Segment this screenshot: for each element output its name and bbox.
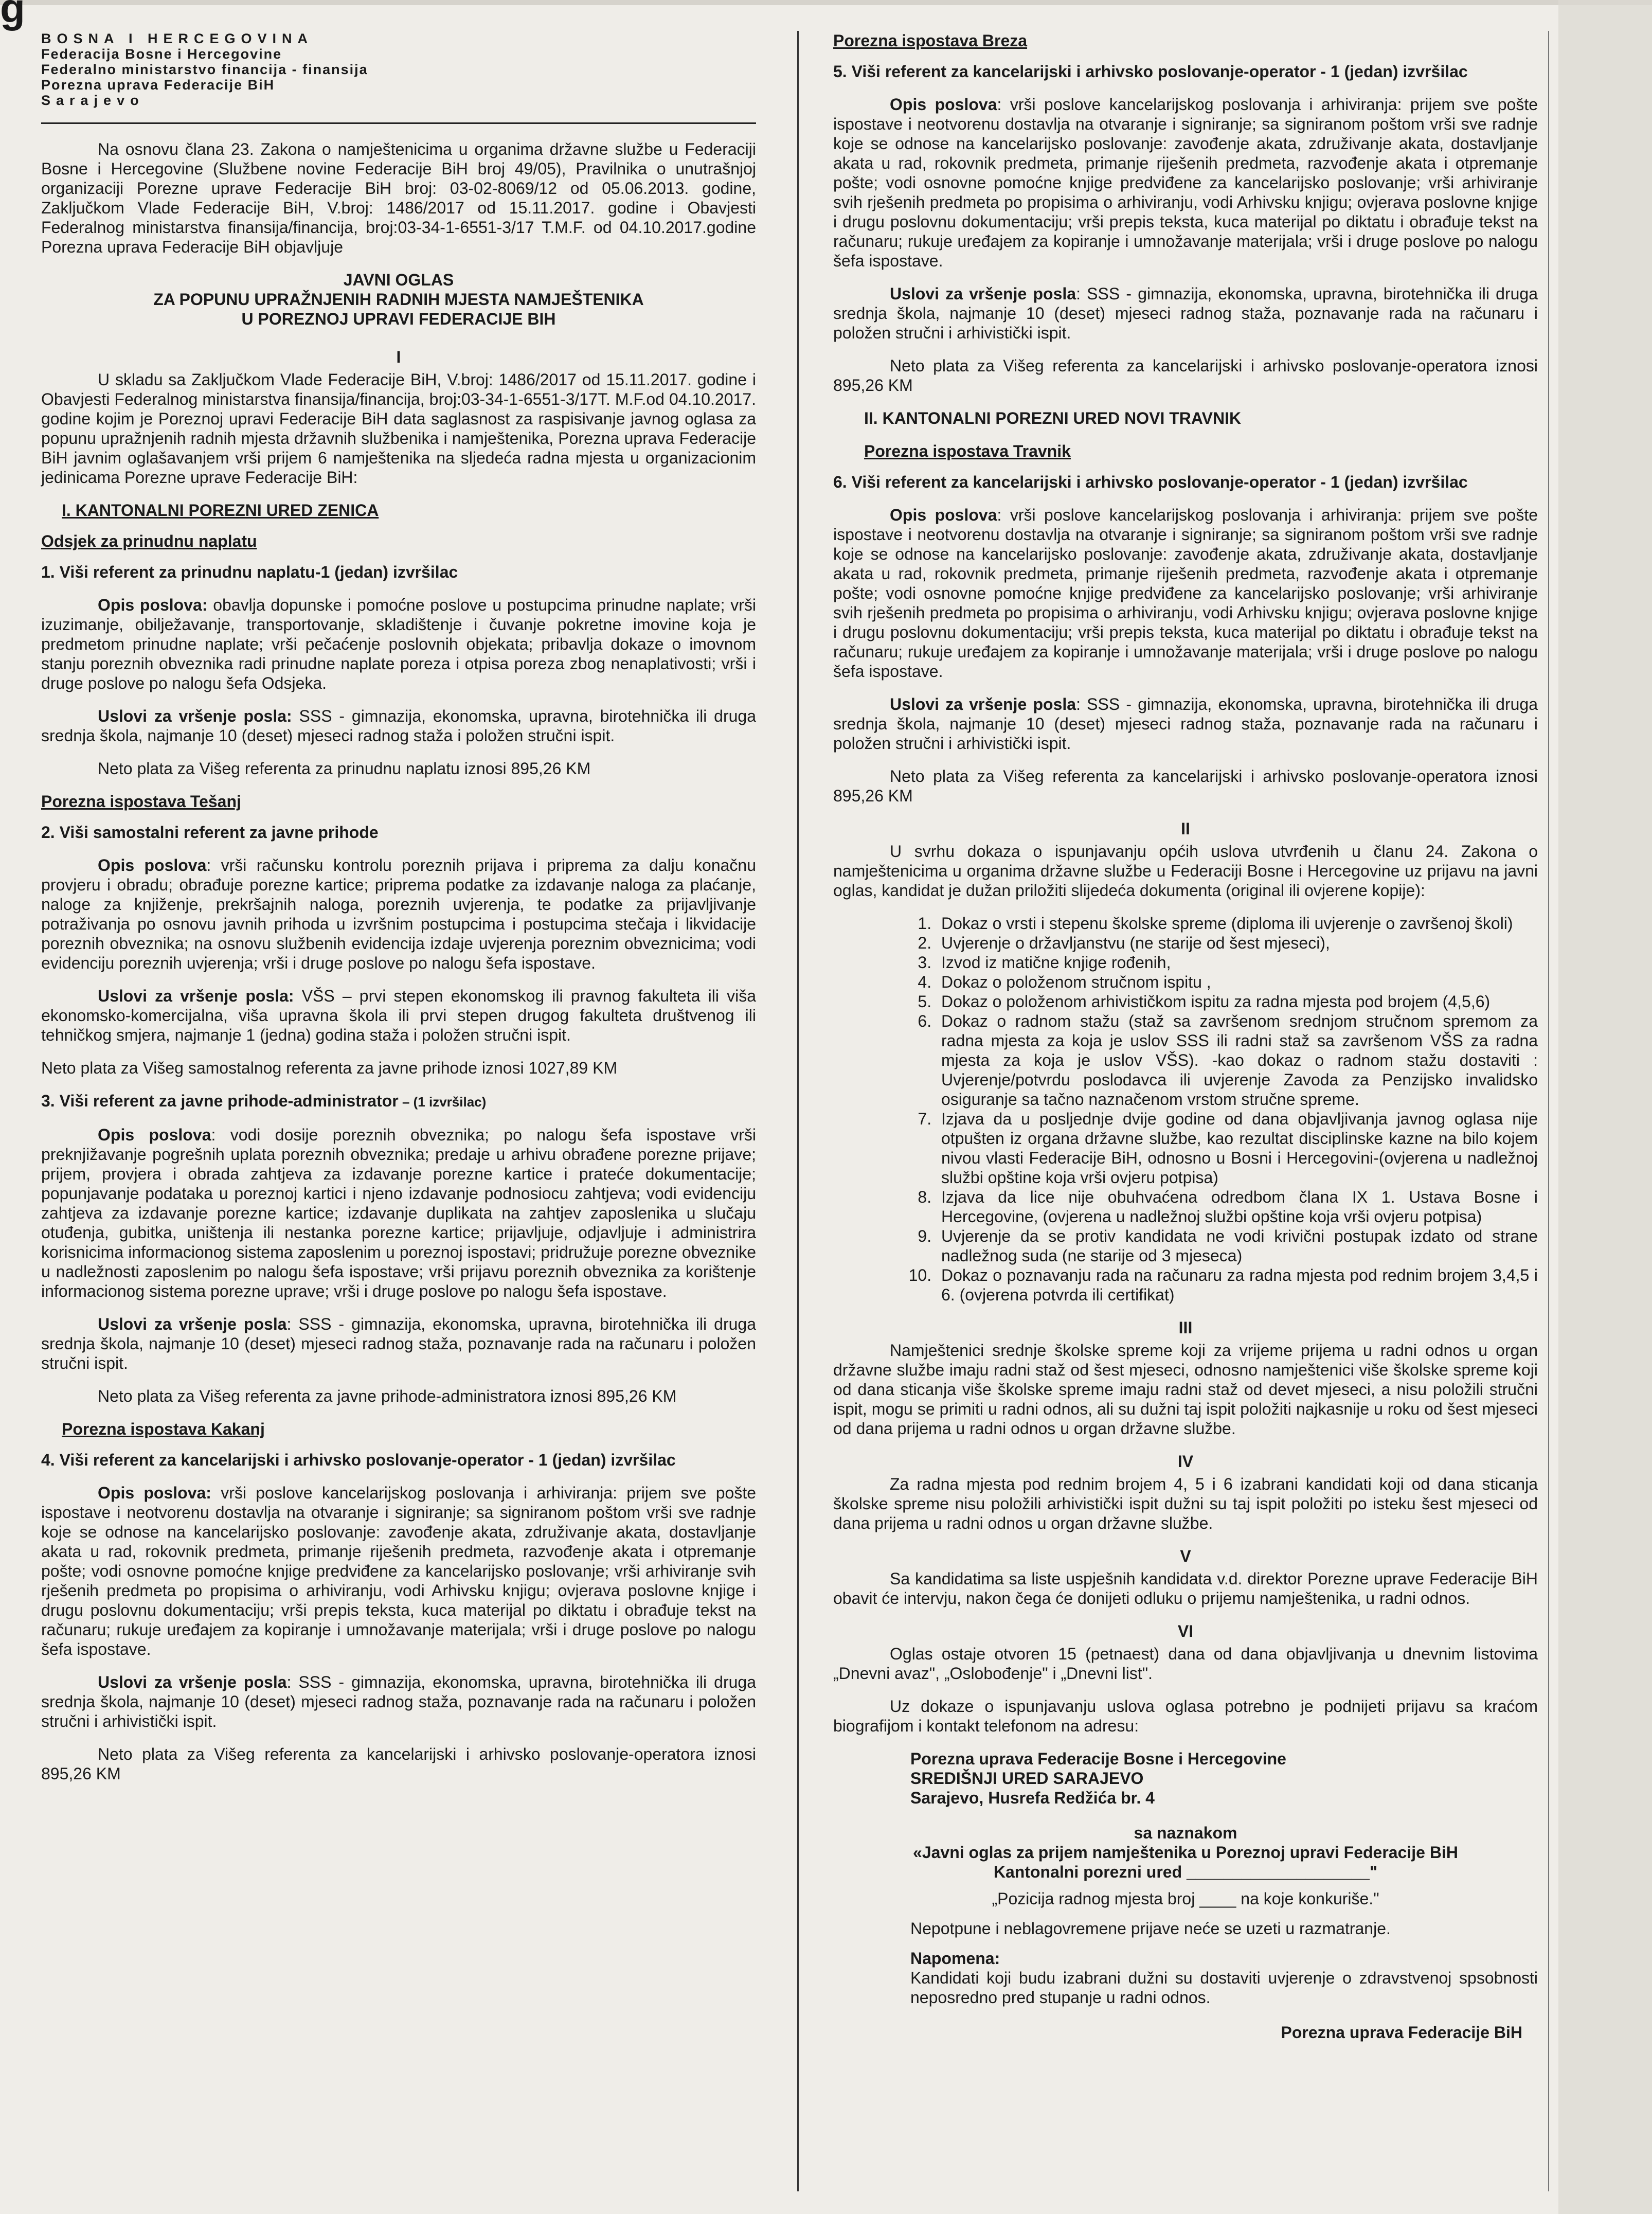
napomena-label: Napomena: — [910, 1949, 1000, 1968]
documents-list — [833, 914, 1538, 1305]
position-4-plata: Neto plata za Višeg referenta za kancelarijski i arhivsko poslovanje-operatora iznosi 895,26 KM — [41, 1745, 756, 1783]
position-1-plata: Neto plata za Višeg referenta za prinudnu naplatu iznosi 895,26 KM — [98, 759, 591, 778]
section-iv-text: Za radna mjesta pod rednim brojem 4, 5 i 6 izabrani kandidati koji od dana sticanja školske spreme nisu položili arhivistički ispit dužni su taj ispit položiti po isteku šest mjeseci od dana prijema u radni odnos u organ državne službe. — [833, 1475, 1538, 1532]
right-border — [1548, 31, 1549, 2191]
section-iii-number: III — [1178, 1318, 1193, 1337]
opis-label: Opis poslova — [890, 95, 997, 114]
opis-text: vrši poslove kancelarijskog poslovanja i arhiviranja: prijem sve pošte ispostave i neotvorenu dostavlja na otvaranje i signiranje; sa signiranom poštom vrši sve radnje koje se odnose na kancelarijsko poslovanje: zavođenje akata, združivanje akata, dostavljanje akata u rad, rokovnik predmeta, primanje riješenih predmeta, razvođenje akata i otpremanje pošte; vodi osnovne pomoćne knjige predviđene za kancelarijsko poslovanje; vrši arhiviranje svih rješenih predmeta po propisima o arhiviranju, vodi Arhivsku knjigu; ovjerava poslovne knjige i drugu poslovnu dokumentaciju; vrši prepis teksta, kuca materijal po diktatu i obrađuje tekst na računaru; rukuje uređajem za kopiranje i umnožavanje materijala; vrši i druge poslove po nalogu šefa ispostave. — [41, 1484, 757, 1658]
section-ii-text: U svrhu dokaza o ispunjavanju općih uslova utvrđenih u članu 24. Zakona o namještenicima u organima državne službe u Federaciji Bosne i Hercegovine uz prijavu na javni oglas, kandidat je dužan priložiti slijedeća dokumenta (original ili ovjerene kopije): — [833, 842, 1538, 900]
uslovi-label: Uslovi za vršenje posla — [98, 1315, 287, 1333]
list-item: 9. Uvjerenje da se protiv kandidata ne vodi krivični postupak izdato od strane nadležnog suda (ne starije od 3 mjeseca) — [936, 1226, 1538, 1265]
list-item: 4. Dokaz o položenom stručnom ispitu , — [936, 972, 1538, 992]
list-item: 2. Uvjerenje o državljanstvu (ne starije od šest mjeseci), — [936, 933, 1538, 953]
position-3-title-count: – (1 izvršilac) — [398, 1094, 487, 1110]
left-column — [41, 31, 756, 1797]
header-line-3: Federalno ministarstvo financija - finansija — [41, 62, 368, 77]
section-iii-text: Namještenici srednje školske spreme koji za vrijeme prijema u radni odnos u organ državne službe imaju radni staž od šest mjeseci, odnosno namještenici više školske spreme koji od dana sticanja više školske spreme imaju radni staž od devet mjeseci, a nisu položili stručni ispit, mogu se primiti u radni odnos, ali su dužni taj ispit položiti najkasnije u roku od šest mjeseci od dana prijema u radni odnos u organ državne službe. — [833, 1341, 1538, 1438]
uslovi-label: Uslovi za vršenje posla — [890, 284, 1076, 303]
position-4-title: 4. Viši referent za kancelarijski i arhivsko poslovanje-operator - 1 (jedan) izvršilac — [41, 1451, 676, 1469]
right-column — [833, 31, 1538, 2042]
uslovi-label: Uslovi za vršenje posla: — [98, 707, 292, 725]
section-v-number: V — [1180, 1547, 1191, 1565]
institution-header — [41, 31, 756, 108]
column-divider — [797, 31, 799, 2191]
position-3-plata: Neto plata za Višeg referenta za javne prihode-administratora iznosi 895,26 KM — [98, 1387, 677, 1405]
naznaka-line-4: „Pozicija radnog mjesta broj ____ na koje konkuriše." — [992, 1889, 1379, 1908]
list-item: 1. Dokaz o vrsti i stepenu školske spreme (diploma ili uvjerenje o završenoj školi) — [936, 914, 1538, 933]
list-item: 10. Dokaz o poznavanju rada na računaru za radna mjesta pod rednim brojem 3,4,5 i 6. (ovjerena potvrda ili certifikat) — [936, 1265, 1538, 1305]
adjacent-page-edge — [1558, 0, 1652, 2214]
ispostava-travnik: Porezna ispostava Travnik — [864, 442, 1071, 460]
header-line-2: Federacija Bosne i Hercegovine — [41, 46, 282, 62]
ispostava-kakanj: Porezna ispostava Kakanj — [62, 1420, 265, 1438]
uslovi-text: VŠS – prvi stepen ekonomskog ili pravnog fakulteta ili viša ekonomsko-komercijalna, viša upravna škola ili prvi stepen drugog fakulteta društvenog ili tehničkog smjera, najmanje 1 (jedna) godina staža i položen stručni ispit. — [41, 987, 757, 1044]
position-2-title: 2. Viši samostalni referent za javne prihode — [41, 823, 379, 842]
opis-text: : vodi dosije poreznih obveznika; po nalogu šefa ispostave vrši preknjižavanje pogrešnih uplata poreznih obveznika; predaje u arhivu obrađene porezne prijave; prijem, provjera i obrada zahtjeva za izdavanje porezne kartice i prateće dokumentacije; popunjavanje podataka u poreznoj kartici i njeno izdavanje podnosiocu zahtjeva; vodi evidenciju zahtjeva za izdavanje porezne kartice; izdavanje duplikata na zahtjev zaposlenika u slučaju otuđenja, gubitka, uništenja ili nestanka porezne kartice; prijavljuje, odjavljuje i administrira korisnicima informacionog sistema zaposlenim u poreznoj ispostavi; pridružuje porezne obveznike u nadležnosti zaposlenim po nalogu šefa ispostave; vrši prijavu poreznih obveznika za korištenje informacionog sistema porezne uprave; vrši i druge poslove po nalogu šefa ispostave. — [41, 1126, 757, 1300]
title-line-2: ZA POPUNU UPRAŽNJENIH RADNIH MJESTA NAMJEŠTENIKA — [153, 290, 644, 309]
position-6-uslovi — [833, 694, 1538, 753]
uslovi-text: : SSS - gimnazija, ekonomska, upravna, birotehnička ili druga srednja škola, najmanje 10 (deset) mjeseci radnog staža, poznavanje rada na računaru i položen stručni i arhivistički ispit. — [41, 1673, 757, 1730]
uslovi-label: Uslovi za vršenje posla — [98, 1673, 287, 1691]
opis-text: obavlja dopunske i pomoćne poslove u postupcima prinudne naplate; vrši izuzimanje, obilježavanje, transportovanje, skladištenje i čuvanje pokretne imovine koja je predmetom prinudne naplate; vrši pečaćenje poslovnih objekata; pribavlja dokaze o imovnom stanju poreznih obveznika radi prinudne naplate poreza i otpisa poreza zbog nenaplativosti; vrši i druge poslove po nalogu šefa Odsjeka. — [41, 596, 757, 692]
address-block — [833, 1749, 1538, 1808]
naznaka-line-2: «Javni oglas za prijem namještenika u Poreznoj upravi Federacije BiH — [913, 1843, 1458, 1862]
section-i-text: U skladu sa Zaključkom Vlade Federacije BiH, V.broj: 1486/2017 od 15.11.2017. godine i Obavjesti Federalnog ministarstva finansija/financija, broj:03-34-1-6551-3/17T. M.F.od 04.10.2017. godine kojim je Poreznoj upravi Federacije BiH data saglasnost za raspisivanje javnog oglasa za popunu upražnjenih radnih mjesta državnih službenika i namještenika, Porezna uprava Federacije BiH javnim oglašavanjem vrši prijem 6 namještenika na sljedeća radna mjesta u organizacionim jedinicama Porezne uprave Federacije BiH: — [41, 370, 756, 487]
list-item: 5. Dokaz o položenom arhivističkom ispitu za radna mjesta pod brojem (4,5,6) — [936, 992, 1538, 1011]
header-line-5: Sarajevo — [41, 93, 145, 108]
position-5-title: 5. Viši referent za kancelarijski i arhivsko poslovanje-operator - 1 (jedan) izvršilac — [833, 62, 1468, 81]
title-line-1: JAVNI OGLAS — [343, 271, 454, 289]
position-3-title — [41, 1091, 756, 1112]
uslovi-text: : SSS - gimnazija, ekonomska, upravna, birotehnička ili druga srednja škola, najmanje 10 (deset) mjeseci radnog staža, poznavanje rada na računaru i položen stručni i arhivistički ispit. — [833, 695, 1538, 753]
header-rule — [41, 122, 756, 124]
canton-zenica: I. KANTONALNI POREZNI URED ZENICA — [62, 501, 379, 520]
title-line-3: U POREZNOJ UPRAVI FEDERACIJE BIH — [241, 310, 556, 328]
section-iv-number: IV — [1177, 1452, 1194, 1471]
section-vi-text-1: Oglas ostaje otvoren 15 (petnaest) dana od dana objavljivanja u dnevnim listovima „Dnevni avaz", „Oslobođenje" i „Dnevni list". — [833, 1645, 1538, 1683]
position-1-opis — [41, 595, 756, 693]
position-6-plata: Neto plata za Višeg referenta za kancelarijski i arhivsko poslovanje-operatora iznosi 895,26 KM — [833, 767, 1538, 805]
section-v-text: Sa kandidatima sa liste uspješnih kandidata v.d. direktor Porezne uprave Federacije BiH obavit će intervju, nakon čega će donijeti odluku o prijemu namještenika, u radni odnos. — [833, 1569, 1538, 1608]
uslovi-text: SSS - gimnazija, ekonomska, upravna, birotehnička ili druga srednja škola, najmanje 10 (deset) mjeseci radnog staža i položen stručni ispit. — [41, 707, 757, 745]
position-2-opis — [41, 855, 756, 973]
odsjek-heading: Odsjek za prinudnu naplatu — [41, 532, 257, 550]
opis-label: Opis poslova — [98, 1126, 211, 1144]
list-item: 7. Izjava da u posljednje dvije godine od dana objavljivanja javnog oglasa nije otpušten iz organa državne službe, kao rezultat disciplinske kazne na bilo kojem nivou vlasti Federacije BiH, odnosno u Bosni i Hercegovini-(ovjerena u nadležnoj službi opštine koja vrši ovjeru potpisa) — [936, 1109, 1538, 1187]
position-6-title: 6. Viši referent za kancelarijski i arhivsko poslovanje-operator - 1 (jedan) izvršilac — [833, 473, 1468, 491]
address-line-2: SREDIŠNJI URED SARAJEVO — [910, 1769, 1144, 1788]
opis-label: Opis poslova — [98, 856, 207, 874]
section-vi-number: VI — [1177, 1622, 1194, 1640]
opis-label: Opis poslova: — [98, 596, 208, 614]
position-4-uslovi — [41, 1672, 756, 1731]
naznaka-block — [833, 1823, 1538, 1908]
header-line-4: Porezna uprava Federacije BiH — [41, 77, 275, 93]
top-strip — [0, 0, 1652, 5]
section-vi-text-2: Uz dokaze o ispunjavanju uslova oglasa potrebno je podnijeti prijavu sa kraćom biografijom i kontakt telefonom na adresu: — [833, 1697, 1538, 1735]
position-1-uslovi — [41, 706, 756, 745]
position-4-opis — [41, 1483, 756, 1659]
ispostava-breza: Porezna ispostava Breza — [833, 31, 1028, 50]
opis-text: : vrši poslove kancelarijskog poslovanja i arhiviranja: prijem sve pošte ispostave i neotvorenu dostavlja na otvaranje i signiranje; sa signiranom poštom vrši sve radnje koje se odnose na kancelarijsko poslovanje: zavođenje akata, združivanje akata, dostavljanje akata u rad, rokovnik predmeta, primanje riješenih predmeta, razvođenje akata i otpremanje pošte; vodi osnovne pomoćne knjige predviđene za kancelarijsko poslovanje; vrši arhiviranje svih rješenih predmeta po propisima o arhiviranju, vodi Arhivsku knjigu; ovjerava poslovne knjige i drugu poslovnu dokumentaciju; vrši prepis teksta, kuca materijal po diktatu i obrađuje tekst na računaru; rukuje uređajem za kopiranje i umnožavanje materijala; vrši i druge poslove po nalogu šefa ispostave. — [833, 506, 1538, 681]
position-6-opis — [833, 505, 1538, 681]
canton-novi-travnik: II. KANTONALNI POREZNI URED NOVI TRAVNIK — [864, 409, 1242, 427]
intro-paragraph: Na osnovu člana 23. Zakona o namještenicima u organima državne službe u Federaciji Bosne i Hercegovine (Službene novine Federacije BiH broj 49/05), Pravilnika o unutrašnjoj organizaciji Porezne uprave Federacije BiH broj: 03-02-8069/12 od 05.06.2013. godine, Zaključkom Vlade Federacije BiH, V.broj: 1486/2017 od 15.11.2017. godine i Obavjesti Federalnog ministarstva finansija/financija, broj:03-34-1-6551-3/17 T.M.F. od 04.10.2017.godine Porezna uprava Federacije BiH objavljuje — [41, 140, 756, 256]
naznaka-line-1: sa naznakom — [1134, 1824, 1237, 1842]
nepotpune-note: Nepotpune i neblagovremene prijave neće se uzeti u razmatranje. — [910, 1919, 1391, 1938]
ispostava-tesanj: Porezna ispostava Tešanj — [41, 792, 241, 811]
position-2-plata: Neto plata za Višeg samostalnog referenta za javne prihode iznosi 1027,89 KM — [41, 1059, 618, 1077]
position-3-title-text: 3. Viši referent za javne prihode-administrator — [41, 1092, 399, 1110]
opis-text: : vrši računsku kontrolu poreznih prijava i priprema za dalju konačnu provjeru i obradu; obrađuje porezne kartice; priprema podatke za izdavanje naloga za plaćanje, naloge za knjiženje, prekršajnih naloga, poreznih uvjerenja, te podatke za prijavljivanje potraživanja po osnovu javnih prihoda u izvršnim postupcima i postupcima stečaja i likvidacije poreznih obveznika; na osnovu službenih evidencija izdaje uvjerenja poreznim obveznicima; vodi evidenciju poreznih uvjerenja; vrši i druge poslove po nalogu šefa ispostave. — [41, 856, 757, 972]
opis-label: Opis poslova — [890, 506, 997, 524]
section-ii-number: II — [1181, 819, 1190, 838]
opis-label: Opis poslova: — [98, 1484, 211, 1502]
list-item: 8. Izjava da lice nije obuhvaćena odredbom člana IX 1. Ustava Bosne i Hercegovine, (ovjerena u nadležnoj službi opštine koja vrši ovjeru potpisa) — [936, 1187, 1538, 1226]
list-item: 3. Izvod iz matične knjige rođenih, — [936, 953, 1538, 972]
naznaka-line-3: Kantonalni porezni ured ____________________" — [993, 1863, 1378, 1881]
position-3-opis — [41, 1125, 756, 1301]
address-line-1: Porezna uprava Federacije Bosne i Hercegovine — [910, 1749, 1286, 1768]
position-1-title: 1. Viši referent za prinudnu naplatu-1 (jedan) izvršilac — [41, 563, 458, 581]
header-line-1: BOSNA I HERCEGOVINA — [41, 31, 314, 46]
position-5-plata: Neto plata za Višeg referenta za kancelarijski i arhivsko poslovanje-operatora iznosi 895,26 KM — [833, 356, 1538, 395]
signature: Porezna uprava Federacije BiH — [1281, 2023, 1522, 2042]
position-5-uslovi — [833, 284, 1538, 343]
uslovi-text: : SSS - gimnazija, ekonomska, upravna, birotehnička ili druga srednja škola, najmanje 10 (deset) mjeseci radnog staža, poznavanje rada na računaru i položen stručni ispit. — [41, 1315, 757, 1372]
uslovi-label: Uslovi za vršenje posla: — [98, 987, 294, 1005]
position-2-uslovi — [41, 986, 756, 1045]
uslovi-label: Uslovi za vršenje posla — [890, 695, 1076, 713]
list-item: 6. Dokaz o radnom stažu (staž sa završenom srednjom stručnom spremom za radna mjesta za koja je uslov SSS ili radni staž sa završenom VŠS za radna mjesta za koja je uslov VŠS). -kao dokaz o radnom stažu dostaviti : Uvjerenje/potvrdu poslodavca ili uvjerenje Zavoda za Penzijsko invalidsko osiguranje sa tačno naznačenom vrstom stručne spreme. — [936, 1011, 1538, 1109]
section-i-number: I — [396, 348, 401, 366]
position-3-uslovi — [41, 1314, 756, 1373]
napomena-text: Kandidati koji budu izabrani dužni su dostaviti uvjerenje o zdravstvenoj spsobnosti neposredno pred stupanje u radni odnos. — [910, 1969, 1538, 2007]
uslovi-text: : SSS - gimnazija, ekonomska, upravna, birotehnička ili druga srednja škola, najmanje 10 (deset) mjeseci radnog staža, poznavanje rada na računaru i položen stručni i arhivistički ispit. — [833, 284, 1538, 342]
notice-title — [41, 270, 756, 329]
address-line-3: Sarajevo, Husrefa Redžića br. 4 — [910, 1789, 1155, 1807]
corner-mark: g — [0, 0, 25, 31]
opis-text: : vrši poslove kancelarijskog poslovanja i arhiviranja: prijem sve pošte ispostave i neotvorenu dostavlja na otvaranje i signiranje; sa signiranom poštom vrši sve radnje koje se odnose na kancelarijsko poslovanje: zavođenje akata, združivanje akata, dostavljanje akata u rad, rokovnik predmeta, primanje riješenih predmeta, razvođenje akata i otpremanje pošte; vodi osnovne pomoćne knjige predviđene za kancelarijsko poslovanje; vrši arhiviranje svih rješenih predmeta po propisima o arhiviranju, vodi Arhivsku knjigu; ovjerava poslovne knjige i drugu poslovnu dokumentaciju; vrši prepis teksta, kuca materijal po diktatu i obrađuje tekst na računaru; rukuje uređajem za kopiranje i umnožavanje materijala; vrši i druge poslove po nalogu šefa ispostave. — [833, 95, 1538, 270]
position-5-opis — [833, 95, 1538, 271]
